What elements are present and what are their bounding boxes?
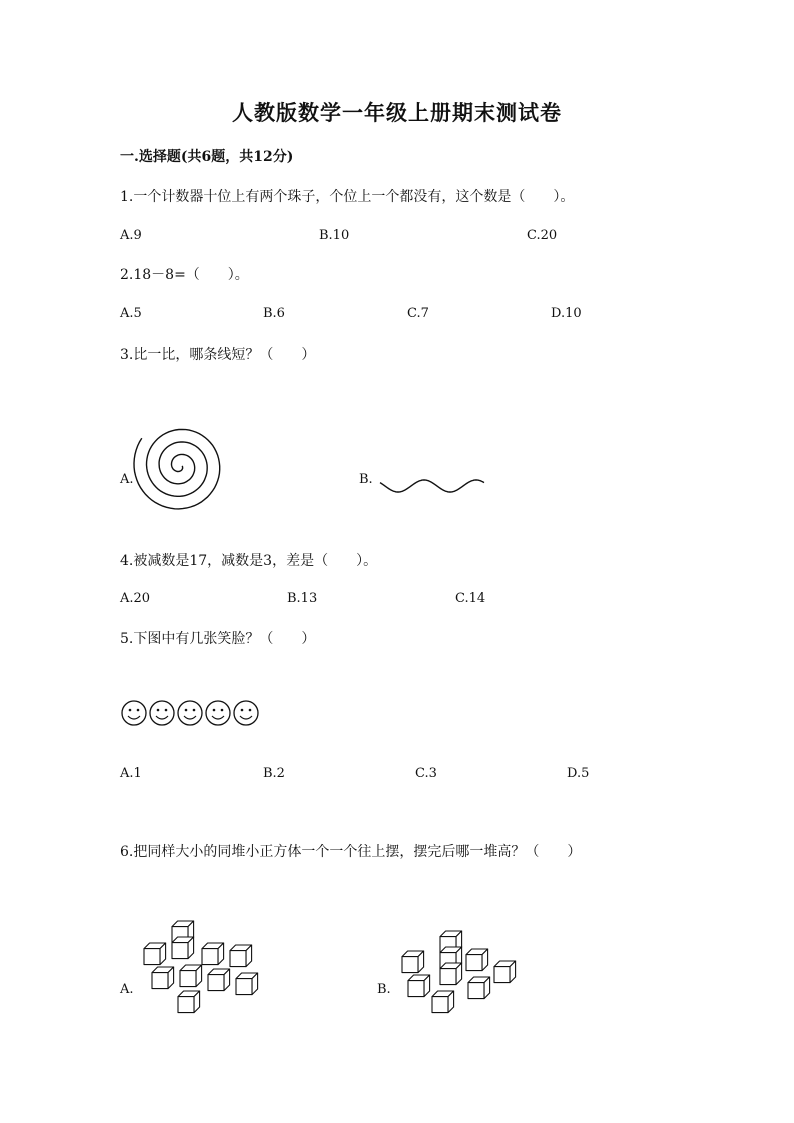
question-3-text: 3.比一比，哪条线短？（ ） [120, 347, 316, 363]
question-5-option-a[interactable]: A.1 [120, 766, 142, 781]
question-6-option-b[interactable]: B. [377, 982, 391, 997]
spiral-line-figure [140, 422, 240, 502]
question-2-option-c[interactable]: C.7 [407, 306, 429, 321]
cube-icon [180, 965, 202, 987]
cube-icon [178, 991, 200, 1013]
question-2-text: 2.18－8=（ ）。 [120, 267, 249, 283]
question-3-option-b[interactable]: B. [359, 472, 373, 487]
cube-icon [494, 961, 516, 983]
cube-pile-a-figure [140, 915, 270, 1015]
question-5-option-b[interactable]: B.2 [263, 766, 285, 781]
page-title: 人教版数学一年级上册期末测试卷 [232, 100, 562, 125]
question-2-option-a[interactable]: A.5 [120, 306, 142, 321]
wavy-line-figure [380, 470, 490, 500]
question-1-option-c[interactable]: C.20 [527, 228, 558, 243]
question-1-text: 1.一个计数器十位上有两个珠子，个位上一个都没有，这个数是（ ）。 [120, 189, 575, 205]
smiley-face-icon [178, 701, 202, 725]
question-4-option-a[interactable]: A.20 [120, 591, 151, 606]
cube-icon [440, 963, 462, 985]
smiley-face-icon [150, 701, 174, 725]
cube-icon [230, 945, 252, 967]
question-4-text: 4.被减数是17，减数是3，差是（ ）。 [120, 553, 378, 569]
question-2-option-d[interactable]: D.10 [551, 306, 582, 321]
question-4-option-c[interactable]: C.14 [455, 591, 486, 606]
cube-icon [208, 969, 230, 991]
question-3-option-a[interactable]: A. [120, 472, 134, 487]
cube-icon [144, 943, 166, 965]
cube-pile-b-figure [398, 925, 528, 1015]
section-heading: 一.选择题(共6题，共12分) [120, 149, 294, 165]
cube-icon [172, 937, 194, 959]
cube-icon [236, 973, 258, 995]
question-6-text: 6.把同样大小的同堆小正方体一个一个往上摆，摆完后哪一堆高？（ ） [120, 844, 582, 860]
cube-icon [402, 951, 424, 973]
cube-icon [152, 967, 174, 989]
question-5-text: 5.下图中有几张笑脸？（ ） [120, 631, 316, 647]
question-1-option-b[interactable]: B.10 [319, 228, 350, 243]
cube-icon [432, 991, 454, 1013]
question-2-option-b[interactable]: B.6 [263, 306, 285, 321]
smiley-faces-figure [120, 699, 265, 727]
cube-icon [468, 977, 490, 999]
cube-icon [408, 975, 430, 997]
smiley-face-icon [206, 701, 230, 725]
question-5-option-d[interactable]: D.5 [567, 766, 590, 781]
smiley-face-icon [122, 701, 146, 725]
question-6-option-a[interactable]: A. [120, 982, 134, 997]
question-1-option-a[interactable]: A.9 [120, 228, 142, 243]
question-5-option-c[interactable]: C.3 [415, 766, 437, 781]
question-4-option-b[interactable]: B.13 [287, 591, 318, 606]
smiley-face-icon [234, 701, 258, 725]
cube-icon [466, 949, 488, 971]
cube-icon [202, 943, 224, 965]
